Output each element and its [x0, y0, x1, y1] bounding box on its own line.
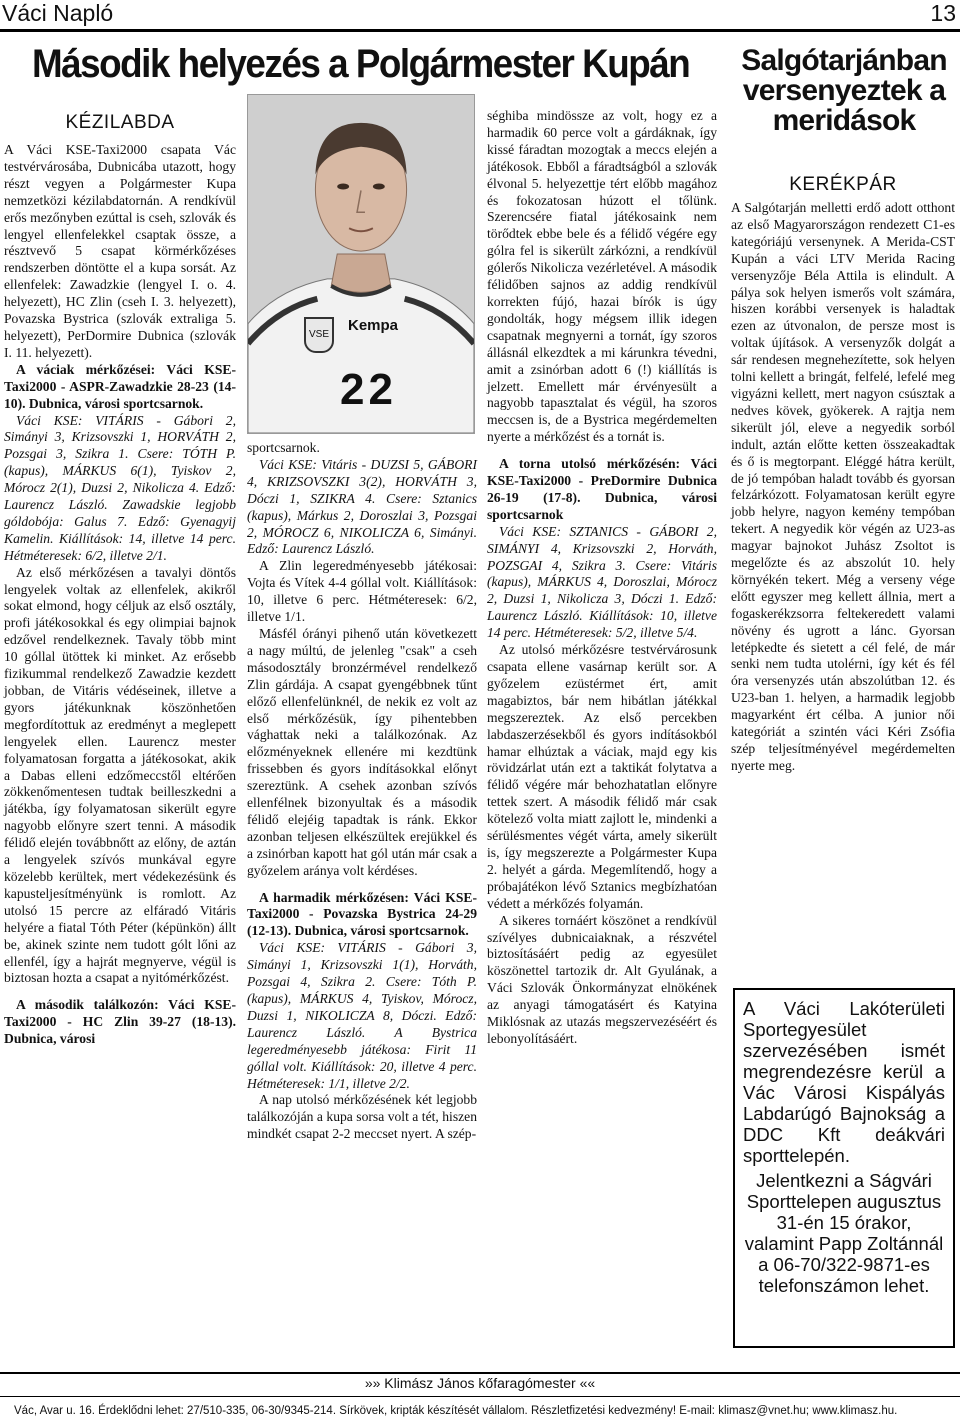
paragraph: Váci KSE: VITÁRIS - Gábori 2, Simányi 3, Krizsovszki 1, HORVÁTH 2, Pozsgai 3, Szikra 1. Csere: TÓTH P. (kapus), MÁRKUS 6(1), Tyiskov 2, Mórocz 2(1), Duzsi 2, Nikolicza 4. Edző: Laurencz László. Zawadskie legjobb góldobója: Galus 7. Edző: Gyenagyij Kamelin. Kiállítások: 14, illetve 14 perc. Hétméteresek: 6/2, illetve 2/1.: [4, 412, 236, 563]
paragraph: A Salgótarján melletti erdő adott otthont az első Magyarországon rendezett C1-es kategóriájú versenynek. A Merida-CST Kupán a váci LTV Merida Racing versenyzője Béla Attila is elindult. A pálya sok helyen ismerős volt számára, hiszen korábbi versenyek is haladtak ezen az útvonalon, de persze most is voltak újítások. A versenyzők dolgát a sár rendesen megnehezítette, sok helyen tolni kellett a bringát, felfelé, lefelé meg vigyázni kellett, mert nagyon csúsztak a nedves kövek, gyökerek. A rajtja nem sikerült jól, eleve a negyedik sorból indult, aztán előtte ketten összeakadtak és ő is megtorpant. Eléggé hátra került, de jó tempóban haladt tovább és gyorsan felzárkózott. Folyamatosan került egyre jobb helyre, nagyon kemény tempóban tekert. A negyedik kör végén az U23-as magyar bajnokot Juhász Zsoltot is megelőzte és az abszolút 10. hely környékén tekert. Még a verseny vége előtt egyszer meg kellett állnia, mert a fogaskerékzsorra feltekeredett valami növény és ugrott a lánc. Gyorsan letépkedte és sietett a cél felé, de már senki nem tudta utolérni, így két és fél óra versenyzés után abszolútban 12. és U23-ban 1. helyen, a harmadik legjobb magyarként ért célba. A junior női kategóriát a szintén váci Kéri Zsófia szép teljesítményével megérdemelten nyerte meg.: [731, 200, 955, 773]
player-photo: [247, 94, 475, 434]
publication-name: Váci Napló: [2, 0, 114, 26]
paragraph: Másfél órányi pihenő után következett a nagy múltú, de jelenleg "csak" a cseh másodosztály bronzérmével rendelkező Zlin gárdája. A csapat gyengébbnek tűnt előző ellenfelünknél, de nekik ez volt az első mérkőzésük, így pihentebben vághattak neki a találkozónak. Az előzményeknek ellenére mi kezdtünk frissebben és gyors indításokkal előnyt szereztünk. A csehek azonban szívós ellenfélnek bizonyultak és a második félidő elejéig tapadtak is ránk. Ekkor azonban teljesen elkészültek erejükkel és a zsinórban kapott hat gól után már csak a győzelem aránya volt kérdéses.: [247, 625, 477, 878]
section-label-handball: KÉZILABDA: [65, 112, 175, 133]
announcement-text: A Váci Lakóterületi Sportegyesület szervezésében ismét megrendezésre kerül a Vác Városi Kispályás Labdarúgó Bajnokság a DDC Kft deákvári sporttelepén.: [743, 998, 945, 1166]
jersey-brand: Kempa: [348, 317, 399, 334]
paragraph: A második találkozón: Váci KSE-Taxi2000 - HC Zlin 39-27 (18-13). Dubnica, városi: [4, 997, 236, 1047]
announcement-contact: Jelentkezni a Ságvári Sporttelepen augusztus 31-én 15 órakor, valamint Papp Zoltánnál a 06-70/322-9871-es telefonszámon lehet.: [744, 1170, 944, 1296]
section-label-cycling: KERÉKPÁR: [789, 174, 897, 195]
paragraph: sportcsarnok.: [247, 440, 320, 455]
paragraph: A nap utolsó mérkőzésének két legjobb találkozóján a kupa sorsa volt a tét, hiszen mindkét csapat 2-2 meccset nyert. A szép-: [247, 1092, 477, 1142]
paragraph: A Zlin legeredményesebb játékosai: Vojta és Vítek 4-4 góllal volt. Kiállítások: 10, illetve 6 perc. Hétméteresek: 6/2, illetve 1/1.: [247, 558, 477, 625]
paragraph: A sikeres tornáért köszönet a rendkívül szívélyes dubnicaiaknak, a részvétel biztosításáért pedig az egyesület köszönettel tartozik dr. Alt Gyulának, a Váci Szlovák Önkormányzat elnökének az anyagi támogatásért és Katyina Miklósnak az utazás megszervezéséért és lebonyolításáért.: [487, 912, 717, 1046]
announcement-box: [733, 988, 955, 1348]
article-column-1: [4, 142, 236, 1048]
paragraph: A Váci KSE-Taxi2000 csapata Vác testvérvárosába, Dubnicába utazott, hogy részt vegyen a Polgármester Kupa nemzetközi kézilabdatornán. A rendkívül erős mezőnyben ezúttal is cseh, szlovák és lengyel ellenfelekkel csaptak össze, a résztvevő 5 csapat körmérkőzéses rendszerben döntötte el a kupa sorsát. Az ellenfelek: Zawadzkie (lengyel I. o. 4. helyezett), HC Zlin (cseh I. 3. helyezett), Povazska Bystrica (szlovák extraliga 5. helyezett), PerDormire Dubnica (szlovák I. 11. helyezett).: [4, 142, 236, 360]
footer-rule: [0, 1372, 960, 1374]
page-number: 13: [930, 0, 956, 26]
paragraph: Az első mérkőzésen a tavalyi döntős lengyelek voltak az ellenfelek, akikről sokat elmond, hogy céljuk az első osztály, profi játékosokkal és egy olimpiai bajnok edzővel rendelkeznek. Tavaly több mint 10 góllal ütöttek ki minket. Az erősebb fizikummal rendelkező Zawadzie kezdett jobban, de Vitáris védéseinek, illetve a gyors játékunknak köszönhetően megfordítottuk az eredményt a meglepett lengyelek ellen. Laurencz mester folyamatosan forgatta a játékosokat, akik a Dabas elleni edzőmeccstől eltérően zökkenőmentesen tudtak beilleszkedni a játékba, így folyamatosan sikerült egyre nagyobb előnyre szert tenni. A második félidő elején továbbnőtt az előny, de aztán a lengyelek szívós munkával egyre közelebb kerültek, mert védekezésünk és kapusteljesítményünk is romlott. Az utolsó 15 percre az elfáradó Vitáris helyére a fiatal Tóth Péter (képünkön) állt be, akinek szinte nem tudott gólt lőni az ellenfél, így a hajrát megnyerve, végül is biztosan hozta a csapat a nyitómérkőzést.: [4, 564, 236, 986]
paragraph: A torna utolsó mérkőzésén: Váci KSE-Taxi2000 - PreDormire Dubnica 26-19 (17-8). Dubnica, városi sportcsarnok: [487, 456, 717, 522]
paragraph: séghiba mindössze az volt, hogy ez a harmadik 60 perce volt a gárdáknak, így kissé fáradtan mozogtak a meccs elején a játékosok. Ebből a fáradtságból a szlovák élvonal 5. helyezettje tért előbb magához és fokozatosan húzott el tőlünk. Szerencsére fiatal játékosaink nem törődtek ebbe bele és a félidő végére egy gólra fel is sikerült zárkózni, a rendkívül gólerős Nikolicza vezérletével. A második félidőben sajnos az addig rendkívül korrekten fújó, hazai bírók is úgy gondolták, hogy mégsem illik idegen csapatnak megnyerni a tornát, így szoros állásnál elkezdtek a mi kárunkra tévedni, amit a zsinórban adott 6 (!) kiállítás is jelzett. Emellett már érvényesült a nagyobb tapasztalat és végül, ha szoros meccsen is, de a Bystrica megérdemelten nyerte a mérkőzést és a tornát is.: [487, 108, 717, 445]
jersey-number: 22: [340, 365, 397, 414]
header-rule: [0, 29, 960, 32]
jersey-badge: VSE: [304, 317, 334, 353]
article-headline: Második helyezés a Polgármester Kupán: [32, 42, 690, 86]
paragraph: Az utolsó mérkőzésre testvérvárosunk csapata ellene vasárnap került sor. A győzelem ezüstérmet ért, amit magabiztos, bár nem hibátlan játékkal megszereztek. Az első percekben labdaszerzésekből és gyors indításokból hamar elhúztak a váciak, majd egy kis rövidzárlat után ezt a taktikát folytatva a félidő végére már behozhatatlan előnyre tettek szert. A második félidő már csak kötelező volta miatt zajlott le, mindenki a sérülésmentes végét várta, amely sikerült is, így megszerezte a Polgármester Kupa 2. helyét a gárda. Megemlítendő, hogy a próbajátékon lévő Sztanics megbízhatóan védett a mérkőzés folyamán.: [487, 642, 717, 911]
footer-ad-title: »» Klimász János kőfaragómester ««: [364, 1375, 596, 1391]
page-header: [0, 0, 960, 30]
paragraph: Váci KSE: VITÁRIS - Gábori 3, Simányi 1, Krizsovszki 1(1), Horváth, Pozsgai 4, Szikra 2. Csere: Tóth P. (kapus), MÁRKUS 4, Tyiskov, Mórocz, Duzsi 1, NIKOLICZA 8, Dóczi. Edző: Laurencz László. A Bystrica legeredményesebb játékosa: Firit 11 góllal volt. Kiállítások: 20, illetve 4 perc. Hétméteresek: 1/1, illetve 2/2.: [247, 940, 477, 1091]
article-column-4: [731, 200, 955, 775]
article-column-2: [247, 440, 477, 1143]
paragraph: Váci KSE: Vitáris - DUZSI 5, GÁBORI 4, KRIZSOVSZKI 3(2), HORVÁTH 3, Dóczi 1, SZIKRA 4. Csere: Sztanics (kapus), Márkus 2, Doroszlai 3, Pozsgai 2, MÓROCZ 6, NIKOLICZA 6, Simányi. Edző: Laurencz László.: [247, 456, 477, 557]
side-article-headline: Salgótarjánban versenyeztek a meridások: [741, 44, 947, 137]
paragraph: Váci KSE: SZTANICS - GÁBORI 2, SIMÁNYI 4, Krizsovszki 2, Horváth, POZSGAI 4, Szikra 3. Csere: Vitáris (kapus), MÁRKUS 4, Doroszlai, Mórocz 2, Duzsi 1, Nikolicza 3, Dóczi 1. Edző: Laurencz László. Kiállítások: 10, illetve 14 perc. Hétméteresek: 5/2, illetve 5/4.: [487, 523, 717, 641]
article-column-3: [487, 108, 717, 1048]
footer-ad-details: Vác, Avar u. 16. Érdeklődni lehet: 27/510-335, 06-30/9345-214. Sírkövek, kripták készítését vállalom. Részletfizetési kedvezmény! E-mail: klimasz@vnet.hu; www.klimasz.hu.: [0, 1396, 960, 1428]
paragraph: A váciak mérkőzései: Váci KSE-Taxi2000 - ASPR-Zawadzkie 28-23 (14-10). Dubnica, városi sportcsarnok.: [4, 361, 236, 411]
paragraph: A harmadik mérkőzésen: Váci KSE-Taxi2000 - Povazska Bystrica 24-29 (12-13). Dubnica, városi sportcsarnok.: [247, 889, 477, 939]
